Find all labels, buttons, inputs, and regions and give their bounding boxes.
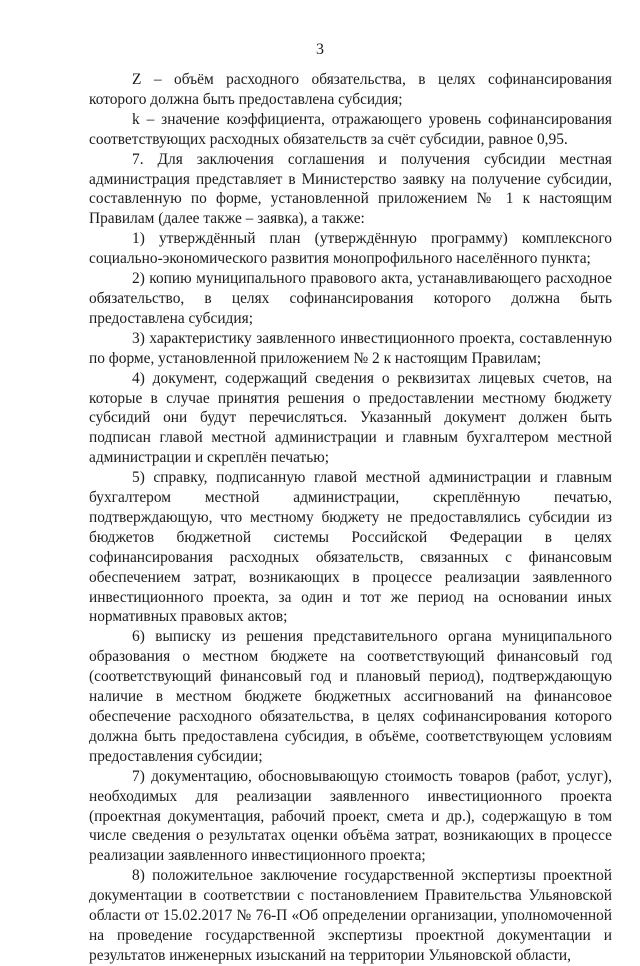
list-item-4: 4) документ, содержащий сведения о реквизитах лицевых счетов, на которые в случае принятия решения о предоставлении местному бюджету субсидий они будут перечисляться. Указанный документ должен быть подписан главой местной администрации и главным бухгалтером местной администрации и скреплён печатью; xyxy=(89,369,612,467)
document-body xyxy=(89,70,612,966)
list-item-7: 7) документацию, обосновывающую стоимость товаров (работ, услуг), необходимых для реализации заявленного инвестиционного проекта (проектная документация, рабочий проект, смета и др.), содержащую в том числе сведения о результатах оценки объёма затрат, возникающих в процессе реализации заявленного инвестиционного проекта; xyxy=(89,767,612,865)
list-item-5: 5) справку, подписанную главой местной администрации и главным бухгалтером местной администрации, скреплённую печатью, подтверждающую, что местному бюджету не предоставлялись субсидии из бюджетов бюджетной системы Российской Федерации в целях софинансирования расходных обязательств, связанных с финансовым обеспечением затрат, возникающих в процессе реализации заявленного инвестиционного проекта, за один и тот же период на основании иных нормативных правовых актов; xyxy=(89,469,612,626)
paragraph-z-definition: Z – объём расходного обязательства, в целях софинансирования которого должна быть предоставлена субсидия; xyxy=(89,71,612,108)
paragraph-k-definition: k – значение коэффициента, отражающего уровень софинансирования соответствующих расходных обязательств за счёт субсидии, равное 0,95. xyxy=(89,110,612,148)
page-number: 3 xyxy=(316,41,324,58)
list-item-6: 6) выписку из решения представительного органа муниципального образования о местном бюджете на соответствующий финансовый год (соответствующий финансовый год и плановый период), подтверждающую наличие в местном бюджете бюджетных ассигнований на финансовое обеспечение расходного обязательства, в целях софинансирования которого должна быть предоставлена субсидия, в объёме, соответствующем условиям предоставления субсидии; xyxy=(89,628,612,765)
list-item-8: 8) положительное заключение государственной экспертизы проектной документации в соответствии с постановлением Правительства Ульяновской области от 15.02.2017 № 76-П «Об определении организации, уполномоченной на проведение государственной экспертизы проектной документации и результатов инженерных изысканий на территории Ульяновской области, xyxy=(89,867,612,964)
list-item-1: 1) утверждённый план (утверждённую программу) комплексного социально-экономического развития монопрофильного населённого пункта; xyxy=(89,230,612,268)
paragraph-item-7: 7. Для заключения соглашения и получения субсидии местная администрация представляет в Министерство заявку на получение субсидии, составленную по форме, установленной приложением № 1 к настоящим Правилам (далее также – заявка), а также: xyxy=(89,150,612,228)
list-item-3: 3) характеристику заявленного инвестиционного проекта, составленную по форме, установленной приложением № 2 к настоящим Правилам; xyxy=(89,329,612,367)
list-item-2: 2) копию муниципального правового акта, устанавливающего расходное обязательство, в целях софинансирования которого должна быть предоставлена субсидия; xyxy=(89,270,612,327)
